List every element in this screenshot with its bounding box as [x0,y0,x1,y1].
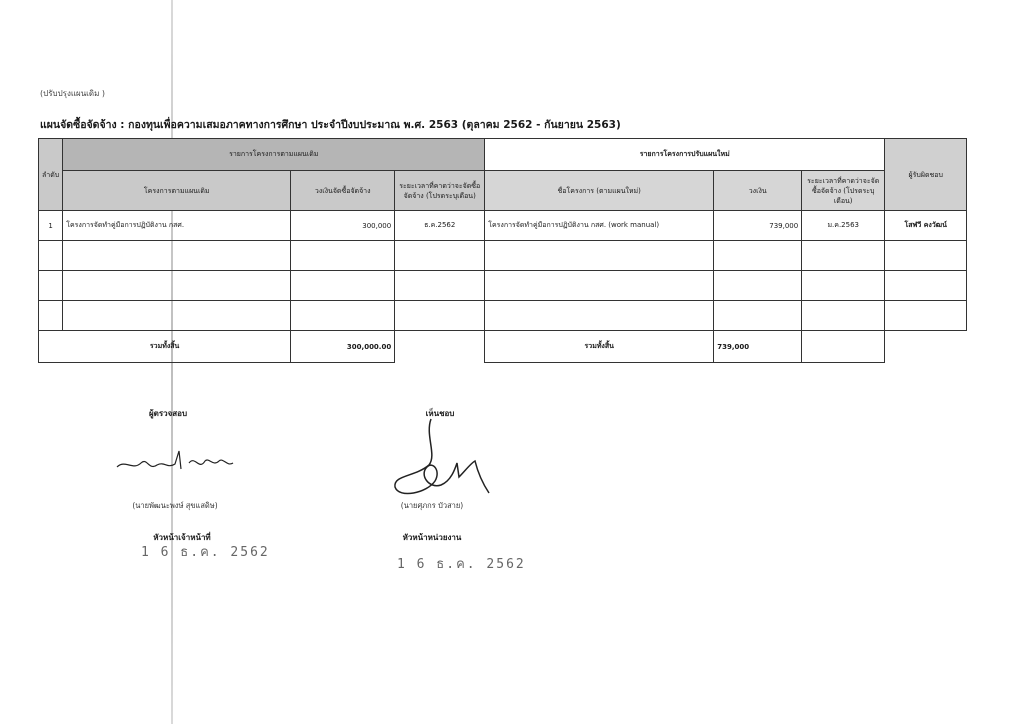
row-old-project: โครงการจัดทำคู่มือการปฏิบัติงาน กสศ. [63,211,291,241]
header-new-time: ระยะเวลาที่คาดว่าจะจัดซื้อจัดจ้าง (โปรดระบุเดือน) [802,171,885,211]
procurement-plan-table [38,138,967,363]
table-row-empty [39,241,967,271]
row-old-time: ธ.ค.2562 [395,211,485,241]
total-label-old: รวมทั้งสิ้น [39,331,291,363]
table-row [39,211,967,241]
row-new-project: โครงการจัดทำคู่มือการปฏิบัติงาน กสศ. (work manual) [485,211,714,241]
row-old-budget: 300,000 [291,211,395,241]
date-stamp-left: 1 6 ธ.ค. 2562 [141,545,270,560]
reviewer-label: ผู้ตรวจสอบ [148,409,188,418]
approver-name: (นายศุภกร บัวสาย) [400,501,464,510]
header-old-time: ระยะเวลาที่คาดว่าจะจัดซื้อจัดจ้าง (โปรดระบุเดือน) [395,171,485,211]
table-row-empty [39,301,967,331]
header-new-budget: วงเงิน [714,171,802,211]
row-responsible: โสฬวี คงวัฒน์ [885,211,967,241]
reviewer-signature [115,445,235,479]
reviewer-name: (นายพัฒนะพงษ์ สุขแสดิษ) [132,501,218,510]
approver-position: หัวหน้าหน่วยงาน [402,533,462,542]
revision-note: (ปรับปรุงแผนเดิม ) [40,89,106,98]
total-new: 739,000 [714,331,802,363]
total-label-new: รวมทั้งสิ้น [485,331,714,363]
table-row-empty [39,271,967,301]
document-title: แผนจัดซื้อจัดจ้าง : กองทุนเพื่อความเสมอภาคทางการศึกษา ประจำปีงบประมาณ พ.ศ. 2563 (ตุลาคม 2562 - กันยายน 2563) [40,119,621,131]
row-no: 1 [39,211,63,241]
header-old-plan-group: รายการโครงการตามแผนเดิม [63,139,485,171]
header-no: ลำดับ [39,139,63,211]
approver-signature [385,415,495,500]
approver-label: เห็นชอบ [425,409,455,418]
row-new-time: ม.ค.2563 [802,211,885,241]
total-old: 300,000.00 [291,331,395,363]
row-new-budget: 739,000 [714,211,802,241]
reviewer-position: หัวหน้าเจ้าหน้าที่ [153,533,211,542]
header-new-project: ชื่อโครงการ (ตามแผนใหม่) [485,171,714,211]
totals-row [39,331,967,363]
header-new-plan-group: รายการโครงการปรับแผนใหม่ [485,139,885,171]
header-responsible: ผู้รับผิดชอบ [885,139,967,211]
header-old-project: โครงการตามแผนเดิม [63,171,291,211]
date-stamp-right: 1 6 ธ.ค. 2562 [397,557,526,572]
header-old-budget: วงเงินจัดซื้อจัดจ้าง [291,171,395,211]
